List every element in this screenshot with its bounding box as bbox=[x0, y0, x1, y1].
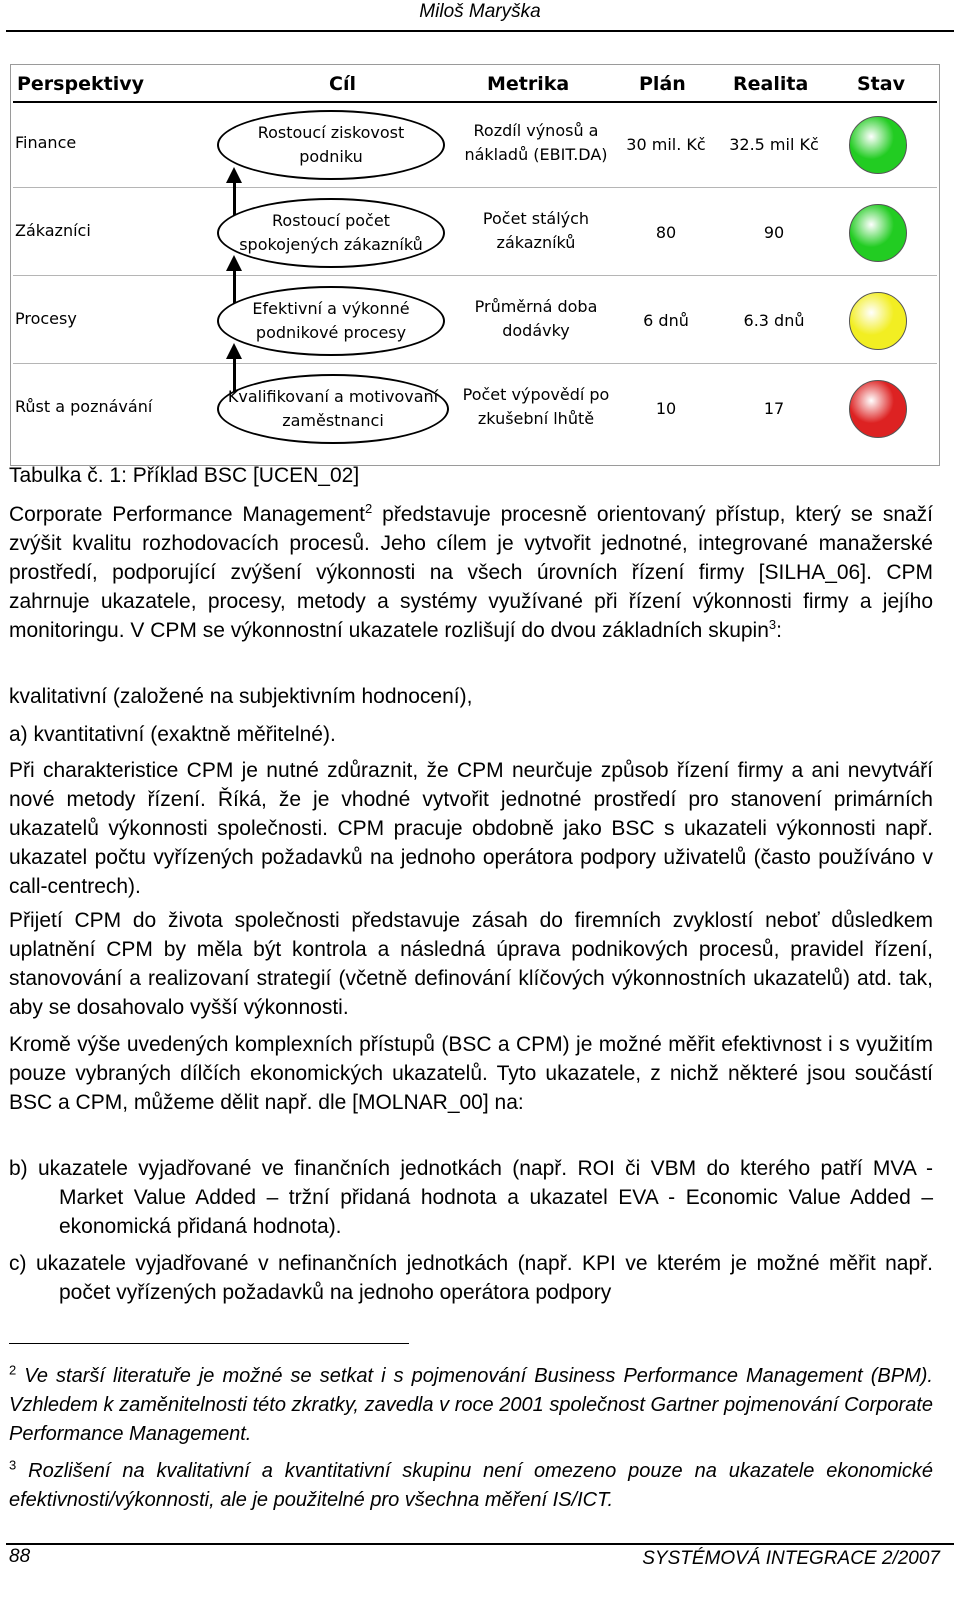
footnote-3-number: 3 bbox=[9, 1457, 17, 1473]
row-2-metric bbox=[451, 207, 621, 255]
col-header-realita: Realita bbox=[733, 73, 809, 95]
col-header-perspektivy: Perspektivy bbox=[17, 73, 144, 95]
row-3-goal-line-2: podnikové procesy bbox=[255, 323, 407, 342]
row-4-perspective: Růst a poznávání bbox=[15, 397, 153, 416]
table-caption: Tabulka č. 1: Příklad BSC [UCEN_02] bbox=[9, 464, 360, 487]
col-header-cil: Cíl bbox=[329, 73, 356, 95]
footnote-2-number: 2 bbox=[9, 1362, 17, 1378]
row-1-metric-line-1: Rozdíl výnosů a bbox=[473, 121, 599, 140]
row-1-goal-oval bbox=[217, 110, 445, 180]
page-number: 88 bbox=[9, 1546, 31, 1567]
row-1-reality: 32.5 mil Kč bbox=[729, 135, 819, 154]
footnote-ref-2: 2 bbox=[365, 501, 373, 516]
header-rule bbox=[6, 30, 954, 32]
row-3-status-light bbox=[849, 292, 907, 350]
row-2-goal-oval bbox=[217, 198, 445, 268]
arrow-up-icon bbox=[226, 167, 242, 183]
header-underline bbox=[13, 101, 937, 103]
footnote-2 bbox=[9, 1362, 933, 1449]
row-3-goal-oval bbox=[217, 286, 445, 356]
row-2-perspective: Zákazníci bbox=[15, 221, 91, 240]
col-header-stav: Stav bbox=[857, 73, 905, 95]
row-2-plan: 80 bbox=[655, 223, 677, 242]
paragraph-cpm-characteristics: Při charakteristice CPM je nutné zdůraznit, že CPM neurčuje způsob řízení firmy a ani nevytváří nové metody řízení. Říká, že je vhodné vytvořit jednotné prostředí pro stanovení primárních ukazatelů výkonnosti společnosti. CPM pracuje obdobně jako BSC s ukazateli výkonnosti např. ukazatel počtu vyřízených požadavků na jednoho operátora podpory uživatelů (často používáno v call-centrech). bbox=[9, 759, 933, 898]
col-header-plan: Plán bbox=[639, 73, 686, 95]
row-1-metric-line-2: nákladů (EBIT.DA) bbox=[464, 145, 608, 164]
row-4-metric-line-2: zkušební lhůtě bbox=[477, 409, 595, 428]
row-2-reality: 90 bbox=[763, 223, 785, 242]
running-header: Miloš Maryška bbox=[419, 1, 541, 22]
footnote-ref-3: 3 bbox=[768, 617, 777, 632]
bsc-figure bbox=[10, 64, 940, 466]
row-4-goal-line-1: Kvalifikovaní a motivovaní bbox=[227, 387, 439, 406]
p1-text-a: Corporate Performance Management bbox=[9, 503, 365, 526]
list-item-a: a) kvantitativní (exaktně měřitelné). bbox=[9, 723, 336, 746]
journal-name: SYSTÉMOVÁ INTEGRACE 2/2007 bbox=[642, 1548, 940, 1569]
row-3-metric bbox=[451, 295, 621, 343]
paragraph-other-approaches: Kromě výše uvedených komplexních přístupů (BSC a CPM) je možné měřit efektivnost i s využitím pouze vybraných dílčích ekonomických ukazatelů. Tyto ukazatele, z nichž některé jsou součástí BSC a CPM, můžeme dělit např. dle [MOLNAR_00] na: bbox=[9, 1033, 933, 1114]
row-4-goal-line-2: zaměstnanci bbox=[282, 411, 384, 430]
row-2-goal-line-2: spokojených zákazníků bbox=[239, 235, 423, 254]
row-2-goal-line-1: Rostoucí počet bbox=[272, 211, 390, 230]
row-4-goal-oval bbox=[217, 374, 449, 444]
paragraph-cpm-intro bbox=[9, 500, 933, 645]
p1-text-b: představuje procesně orientovaný přístup, který se snaží zvýšit kvalitu rozhodovacích procesů. Jeho cílem je vytvořit jednotné, integrované manažerské prostředí, podporující zvýšení výkonnosti na všech úrovních řízení firmy [SILHA_06]. CPM zahrnuje ukazatele, procesy, metody a systémy využívané při řízení výkonnosti firmy a jejího monitoringu. V CPM se výkonnostní ukazatele rozlišují do dvou základních skupin bbox=[9, 503, 934, 642]
row-2-status-light bbox=[849, 204, 907, 262]
footer-rule bbox=[6, 1543, 954, 1545]
p1-text-c: : bbox=[776, 619, 782, 642]
row-3-reality: 6.3 dnů bbox=[743, 311, 805, 330]
footnote-3 bbox=[9, 1457, 933, 1515]
row-1-perspective: Finance bbox=[15, 133, 77, 152]
row-1-goal-line-1: Rostoucí ziskovost bbox=[257, 123, 405, 142]
row-3-goal-line-1: Efektivní a výkonné bbox=[252, 299, 410, 318]
row-separator bbox=[13, 363, 937, 364]
arrow-up-icon bbox=[226, 255, 242, 271]
row-4-metric bbox=[451, 383, 621, 431]
row-separator bbox=[13, 187, 937, 188]
row-4-reality: 17 bbox=[763, 399, 785, 418]
list-item-c: c) ukazatele vyjadřované v nefinančních jednotkách (např. KPI ve kterém je možné měřit např. počet vyřízených požadavků na jednoho operátora podpory bbox=[9, 1252, 933, 1304]
row-1-status-light bbox=[849, 116, 907, 174]
row-4-status-light bbox=[849, 380, 907, 438]
footnote-2-text: Ve starší literatuře je možné se setkat i s pojmenování Business Performance Management (BPM). Vzhledem k zaměnitelnosti této zkratky, zavedla v roce 2001 společnost Gartner pojmenování Corporate Performance Management. bbox=[9, 1365, 933, 1445]
footnote-rule bbox=[9, 1343, 409, 1344]
col-header-metrika: Metrika bbox=[487, 73, 570, 95]
row-1-goal-line-2: podniku bbox=[299, 147, 363, 166]
row-3-perspective: Procesy bbox=[15, 309, 77, 328]
paragraph-cpm-adoption: Přijetí CPM do života společnosti představuje zásah do firemních zvyklostí neboť důsledkem uplatnění CPM by měla být kontrola a následná úprava podnikových procesů, pravidel řízení, stanovování a realizovaní strategií (včetně definování klíčových výkonnostních ukazatelů) atd. tak, aby se dosahovalo vyšší výkonnosti. bbox=[9, 909, 933, 1019]
row-4-plan: 10 bbox=[655, 399, 677, 418]
row-4-metric-line-1: Počet výpovědí po bbox=[462, 385, 610, 404]
list-item-quality: kvalitativní (založené na subjektivním hodnocení), bbox=[9, 685, 473, 708]
row-3-plan: 6 dnů bbox=[643, 311, 689, 330]
row-2-metric-line-2: zákazníků bbox=[496, 233, 576, 252]
row-2-metric-line-1: Počet stálých bbox=[482, 209, 590, 228]
footnote-3-text: Rozlišení na kvalitativní a kvantitativní skupinu není omezeno pouze na ukazatele ekonomické efektivnosti/výkonnosti, ale je použitelné pro všechna měření IS/ICT. bbox=[9, 1460, 933, 1511]
arrow-up-icon bbox=[226, 343, 242, 359]
row-3-metric-line-2: dodávky bbox=[502, 321, 570, 340]
row-1-metric bbox=[451, 119, 621, 167]
row-separator bbox=[13, 275, 937, 276]
list-item-b: b) ukazatele vyjadřované ve finančních jednotkách (např. ROI či VBM do kterého patří MVA - Market Value Added – tržní přidaná hodnota a ukazatel EVA - Economic Value Added – ekonomická přidaná hodnota). bbox=[9, 1157, 933, 1238]
row-1-plan: 30 mil. Kč bbox=[626, 135, 706, 154]
row-3-metric-line-1: Průměrná doba bbox=[474, 297, 598, 316]
